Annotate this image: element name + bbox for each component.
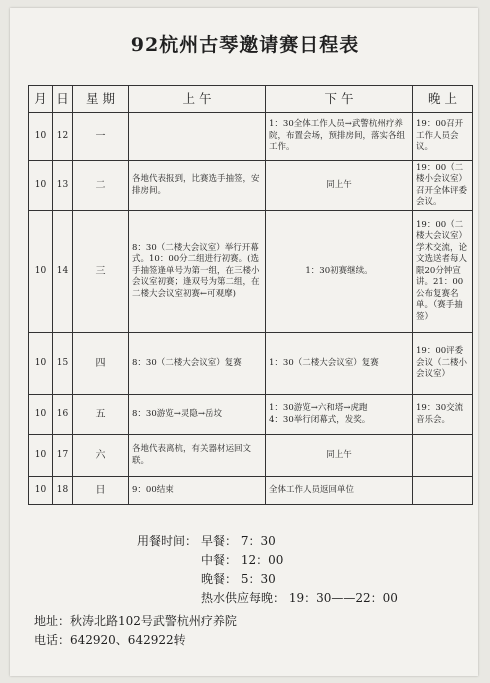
day-cell: 18 — [53, 477, 73, 505]
header-month: 月 — [29, 86, 53, 113]
day-cell: 12 — [53, 113, 73, 161]
table-row — [29, 211, 473, 333]
table-row — [29, 435, 473, 477]
header-morning: 上 午 — [129, 86, 266, 113]
header-evening: 晚 上 — [413, 86, 473, 113]
table-row — [29, 395, 473, 435]
contact-info — [34, 612, 237, 650]
day-cell: 13 — [53, 161, 73, 211]
evening-cell — [413, 477, 473, 505]
page-title: 92杭州古琴邀请赛日程表 — [130, 34, 360, 56]
morning-cell: 8：30游览→灵隐→岳坟 — [129, 395, 266, 435]
header-day: 日 — [53, 86, 73, 113]
evening-cell: 19：00（二楼小会议室）召开全体评委会议。 — [413, 161, 473, 211]
afternoon-cell: 1：30全体工作人员→武警杭州疗养院，布置会场，预排房间，落实各组工作。 — [266, 113, 413, 161]
hot-water-time: 热水供应每晚： 19：30——22：00 — [201, 591, 398, 605]
lunch-time: 中餐： 12：00 — [201, 553, 284, 567]
header-weekday: 星 期 — [73, 86, 129, 113]
weekday-cell: 四 — [73, 333, 129, 395]
meal-times-label: 用餐时间： — [137, 534, 198, 548]
day-cell: 15 — [53, 333, 73, 395]
afternoon-cell: 全体工作人员返回单位 — [266, 477, 413, 505]
phone-line: 电话：642920、642922转 — [34, 633, 186, 647]
day-cell: 17 — [53, 435, 73, 477]
month-cell: 10 — [29, 477, 53, 505]
afternoon-cell: 1：30初赛继续。 — [266, 211, 413, 333]
month-cell: 10 — [29, 435, 53, 477]
evening-cell — [413, 435, 473, 477]
evening-cell: 19：00召开工作人员会议。 — [413, 113, 473, 161]
month-cell: 10 — [29, 395, 53, 435]
meal-times — [137, 532, 398, 608]
evening-cell: 19：00（二楼大会议室）学术交流，论文选送者每人限20分钟宣讲。21：00公布复赛名单。（赛手抽签） — [413, 211, 473, 333]
morning-cell — [129, 113, 266, 161]
table-row — [29, 113, 473, 161]
month-cell: 10 — [29, 211, 53, 333]
evening-cell: 19：30交流音乐会。 — [413, 395, 473, 435]
weekday-cell: 一 — [73, 113, 129, 161]
dinner-time: 晚餐： 5：30 — [201, 572, 276, 586]
weekday-cell: 三 — [73, 211, 129, 333]
schedule-table — [28, 85, 473, 505]
month-cell: 10 — [29, 333, 53, 395]
header-afternoon: 下 午 — [266, 86, 413, 113]
day-cell: 16 — [53, 395, 73, 435]
table-row — [29, 333, 473, 395]
afternoon-cell: 1：30（二楼大会议室）复赛 — [266, 333, 413, 395]
breakfast-time: 早餐： 7：30 — [201, 534, 276, 548]
afternoon-cell: 同上午 — [266, 161, 413, 211]
afternoon-cell: 同上午 — [266, 435, 413, 477]
weekday-cell: 五 — [73, 395, 129, 435]
morning-cell: 9：00结束 — [129, 477, 266, 505]
table-row — [29, 477, 473, 505]
month-cell: 10 — [29, 161, 53, 211]
morning-cell: 8：30（二楼大会议室）复赛 — [129, 333, 266, 395]
day-cell: 14 — [53, 211, 73, 333]
weekday-cell: 二 — [73, 161, 129, 211]
evening-cell: 19：00评委会议（二楼小会议室） — [413, 333, 473, 395]
afternoon-cell: 1：30游览→六和塔→虎跑 4：30举行闭幕式，发奖。 — [266, 395, 413, 435]
table-row — [29, 161, 473, 211]
weekday-cell: 日 — [73, 477, 129, 505]
address-line: 地址：秋涛北路102号武警杭州疗养院 — [34, 614, 237, 628]
morning-cell: 各地代表离杭，有关器材运回文联。 — [129, 435, 266, 477]
month-cell: 10 — [29, 113, 53, 161]
morning-cell: 各地代表报到，比赛选手抽签，安排房间。 — [129, 161, 266, 211]
table-header-row — [29, 86, 473, 113]
weekday-cell: 六 — [73, 435, 129, 477]
morning-cell: 8：30（二楼大会议室）举行开幕式。10：00分二组进行初赛。(选手抽签逢单号为第一组，在三楼小会议室初赛；逢双号为第二组，在二楼大会议室初赛←可观摩) — [129, 211, 266, 333]
